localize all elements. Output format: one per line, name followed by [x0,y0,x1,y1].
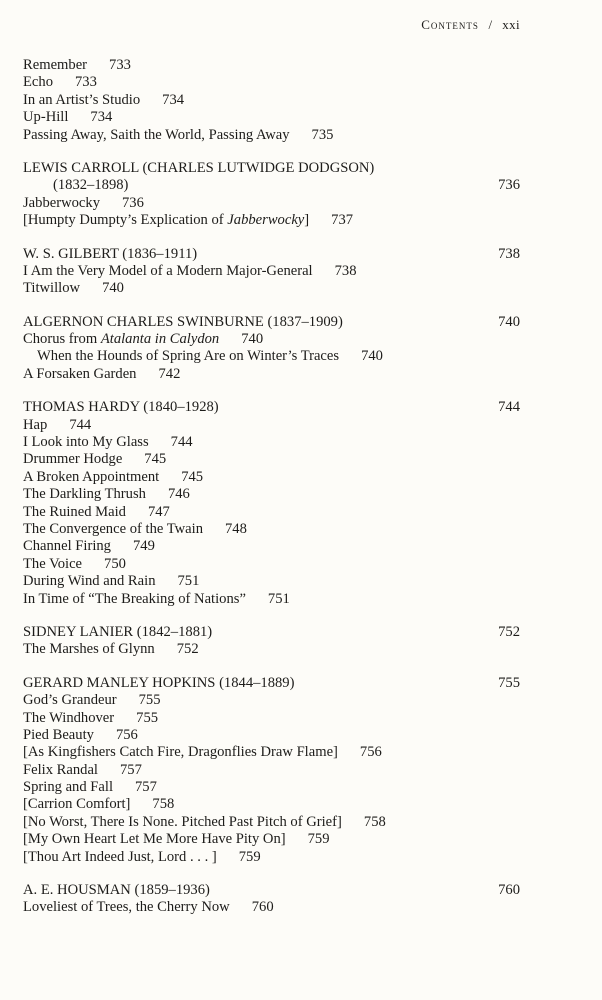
toc-entry [23,417,520,434]
toc-entry [23,212,520,229]
toc-entry [23,57,520,74]
author-heading-housman [23,882,520,899]
author-heading-carroll [23,160,520,177]
entry-page: 738 [334,262,357,279]
author-heading-hopkins [23,675,520,692]
entry-page: 758 [152,796,175,813]
author-dates-carroll [23,177,520,194]
author-name: ALGERNON CHARLES SWINBURNE (1837–1909) [23,313,343,330]
entry-page: 760 [251,899,274,916]
toc-entry [23,92,520,109]
entry-page: 757 [135,779,157,796]
entry-title: I Am the Very Model of a Modern Major-General [23,262,313,279]
entry-title: Remember [23,57,88,73]
toc-subentry [23,348,520,365]
entry-page: 759 [238,848,261,865]
entry-title: God’s Grandeur [23,692,117,709]
entry-page: 737 [331,212,354,229]
entry-page: 746 [167,486,190,503]
entry-title: The Convergence of the Twain [23,520,203,537]
entry-page: 734 [90,109,113,126]
toc-entry [23,744,520,761]
entry-title: A Broken Appointment [23,468,160,485]
entry-title: The Ruined Maid [23,503,126,520]
toc-entry [23,814,520,831]
toc-entry [23,641,520,658]
entry-page: 740 [361,348,383,365]
entry-title: Up-Hill [23,109,69,126]
entry-title: Passing Away, Saith the World, Passing Away [23,126,290,143]
toc-entry [23,710,520,727]
entry-title: Echo [23,74,53,91]
entry-page: 735 [311,126,334,143]
author-heading-swinburne [23,314,520,331]
entry-title: During Wind and Rain [23,573,156,590]
entry-title: [Thou Art Indeed Just, Lord . . . ] [23,848,217,865]
author-page: 740 [498,313,520,330]
entry-title: In an Artist’s Studio [23,91,141,108]
entry-page: 757 [120,761,142,778]
entry-page: 742 [158,365,181,382]
entry-page: 752 [176,641,199,658]
entry-title: [As Kingfishers Catch Fire, Dragonflies Draw Flame] [23,744,338,761]
entry-title: Channel Firing [23,538,111,555]
entry-title: Felix Randal [23,761,98,778]
toc-entry [23,727,520,744]
entry-page: 734 [162,91,185,108]
entry-title: [My Own Heart Let Me More Have Pity On] [23,831,286,848]
entry-page: 751 [267,590,290,607]
toc-entry [23,899,520,916]
toc-entry [23,434,520,451]
entry-title: Spring and Fall [23,779,113,796]
entry-title: [Carrion Comfort] [23,796,131,813]
entry-page: 740 [102,280,124,297]
entry-page: 751 [177,573,200,590]
entry-page: 745 [181,468,204,485]
toc-entry [23,280,520,297]
toc-entry [23,591,520,608]
entry-page: 733 [109,57,131,73]
contents-list [23,57,520,917]
header-section: Contents [421,17,479,32]
toc-entry [23,469,520,486]
author-name: A. E. HOUSMAN (1859–1936) [23,882,210,899]
toc-entry [23,521,520,538]
entry-title: Drummer Hodge [23,451,123,468]
entry-title: Jabberwocky [23,194,100,211]
toc-entry [23,556,520,573]
entry-page: 756 [115,726,138,743]
toc-entry [23,779,520,796]
toc-entry [23,573,520,590]
toc-entry [23,74,520,91]
entry-page: 744 [69,416,92,433]
toc-entry [23,127,520,144]
toc-entry [23,762,520,779]
toc-entry [23,831,520,848]
entry-page: 747 [147,503,170,520]
entry-title-prefix: [Humpty Dumpty’s Explication of [23,212,228,229]
entry-page: 758 [363,813,386,830]
author-name: W. S. GILBERT (1836–1911) [23,245,198,262]
entry-page: 733 [75,74,97,91]
entry-page: 745 [144,451,167,468]
entry-title: [No Worst, There Is None. Pitched Past Pitch of Grief] [23,813,342,830]
entry-title: The Voice [23,555,83,572]
author-name: SIDNEY LANIER (1842–1881) [23,623,213,640]
entry-page: 736 [122,194,144,211]
toc-entry [23,538,520,555]
author-page: 738 [498,245,520,262]
entry-title-prefix: Chorus from [23,331,101,348]
author-page: 736 [498,177,520,194]
entry-title-suffix: ] [304,212,310,229]
entry-title: Hap [23,416,48,433]
entry-page: 740 [241,331,264,348]
header-page-number: xxi [502,17,520,32]
entry-page: 749 [132,538,155,555]
entry-title: Pied Beauty [23,726,94,743]
entry-title-italic: Jabberwocky [227,212,305,229]
entry-page: 748 [225,520,247,537]
entry-page: 750 [104,555,126,572]
author-page: 744 [498,399,520,416]
toc-entry [23,331,520,348]
entry-page: 759 [307,831,330,848]
entry-title: When the Hounds of Spring Are on Winter’s Traces [37,348,340,365]
author-name: GERARD MANLEY HOPKINS (1844–1889) [23,674,295,691]
entry-title: The Darkling Thrush [23,486,146,503]
entry-page: 744 [170,434,193,451]
entry-title: The Windhover [23,709,115,726]
author-heading-gilbert [23,246,520,263]
entry-title: Loveliest of Trees, the Cherry Now [23,899,230,916]
entry-title: I Look into My Glass [23,434,149,451]
header-separator: / [488,17,493,32]
entry-title: Titwillow [23,280,81,297]
toc-entry [23,486,520,503]
toc-entry [23,366,520,383]
author-page: 752 [498,623,520,640]
author-name: THOMAS HARDY (1840–1928) [23,399,219,416]
toc-entry [23,109,520,126]
running-header [421,17,520,33]
toc-entry [23,504,520,521]
entry-title-italic: Atalanta in Calydon [100,331,220,348]
entry-title: The Marshes of Glynn [23,641,155,658]
entry-page: 755 [138,692,161,709]
toc-entry [23,451,520,468]
author-dates: (1832–1898) [53,177,129,194]
entry-page: 756 [359,744,382,761]
author-heading-hardy [23,399,520,416]
author-page: 760 [498,882,520,899]
author-heading-lanier [23,624,520,641]
entry-page: 755 [136,709,159,726]
toc-entry [23,796,520,813]
author-page: 755 [498,674,520,691]
toc-entry [23,692,520,709]
entry-title: In Time of “The Breaking of Nations” [23,590,246,607]
toc-entry [23,849,520,866]
entry-title: A Forsaken Garden [23,365,137,382]
toc-entry [23,195,520,212]
toc-entry [23,263,520,280]
author-name: LEWIS CARROLL (CHARLES LUTWIDGE DODGSON) [23,159,375,176]
